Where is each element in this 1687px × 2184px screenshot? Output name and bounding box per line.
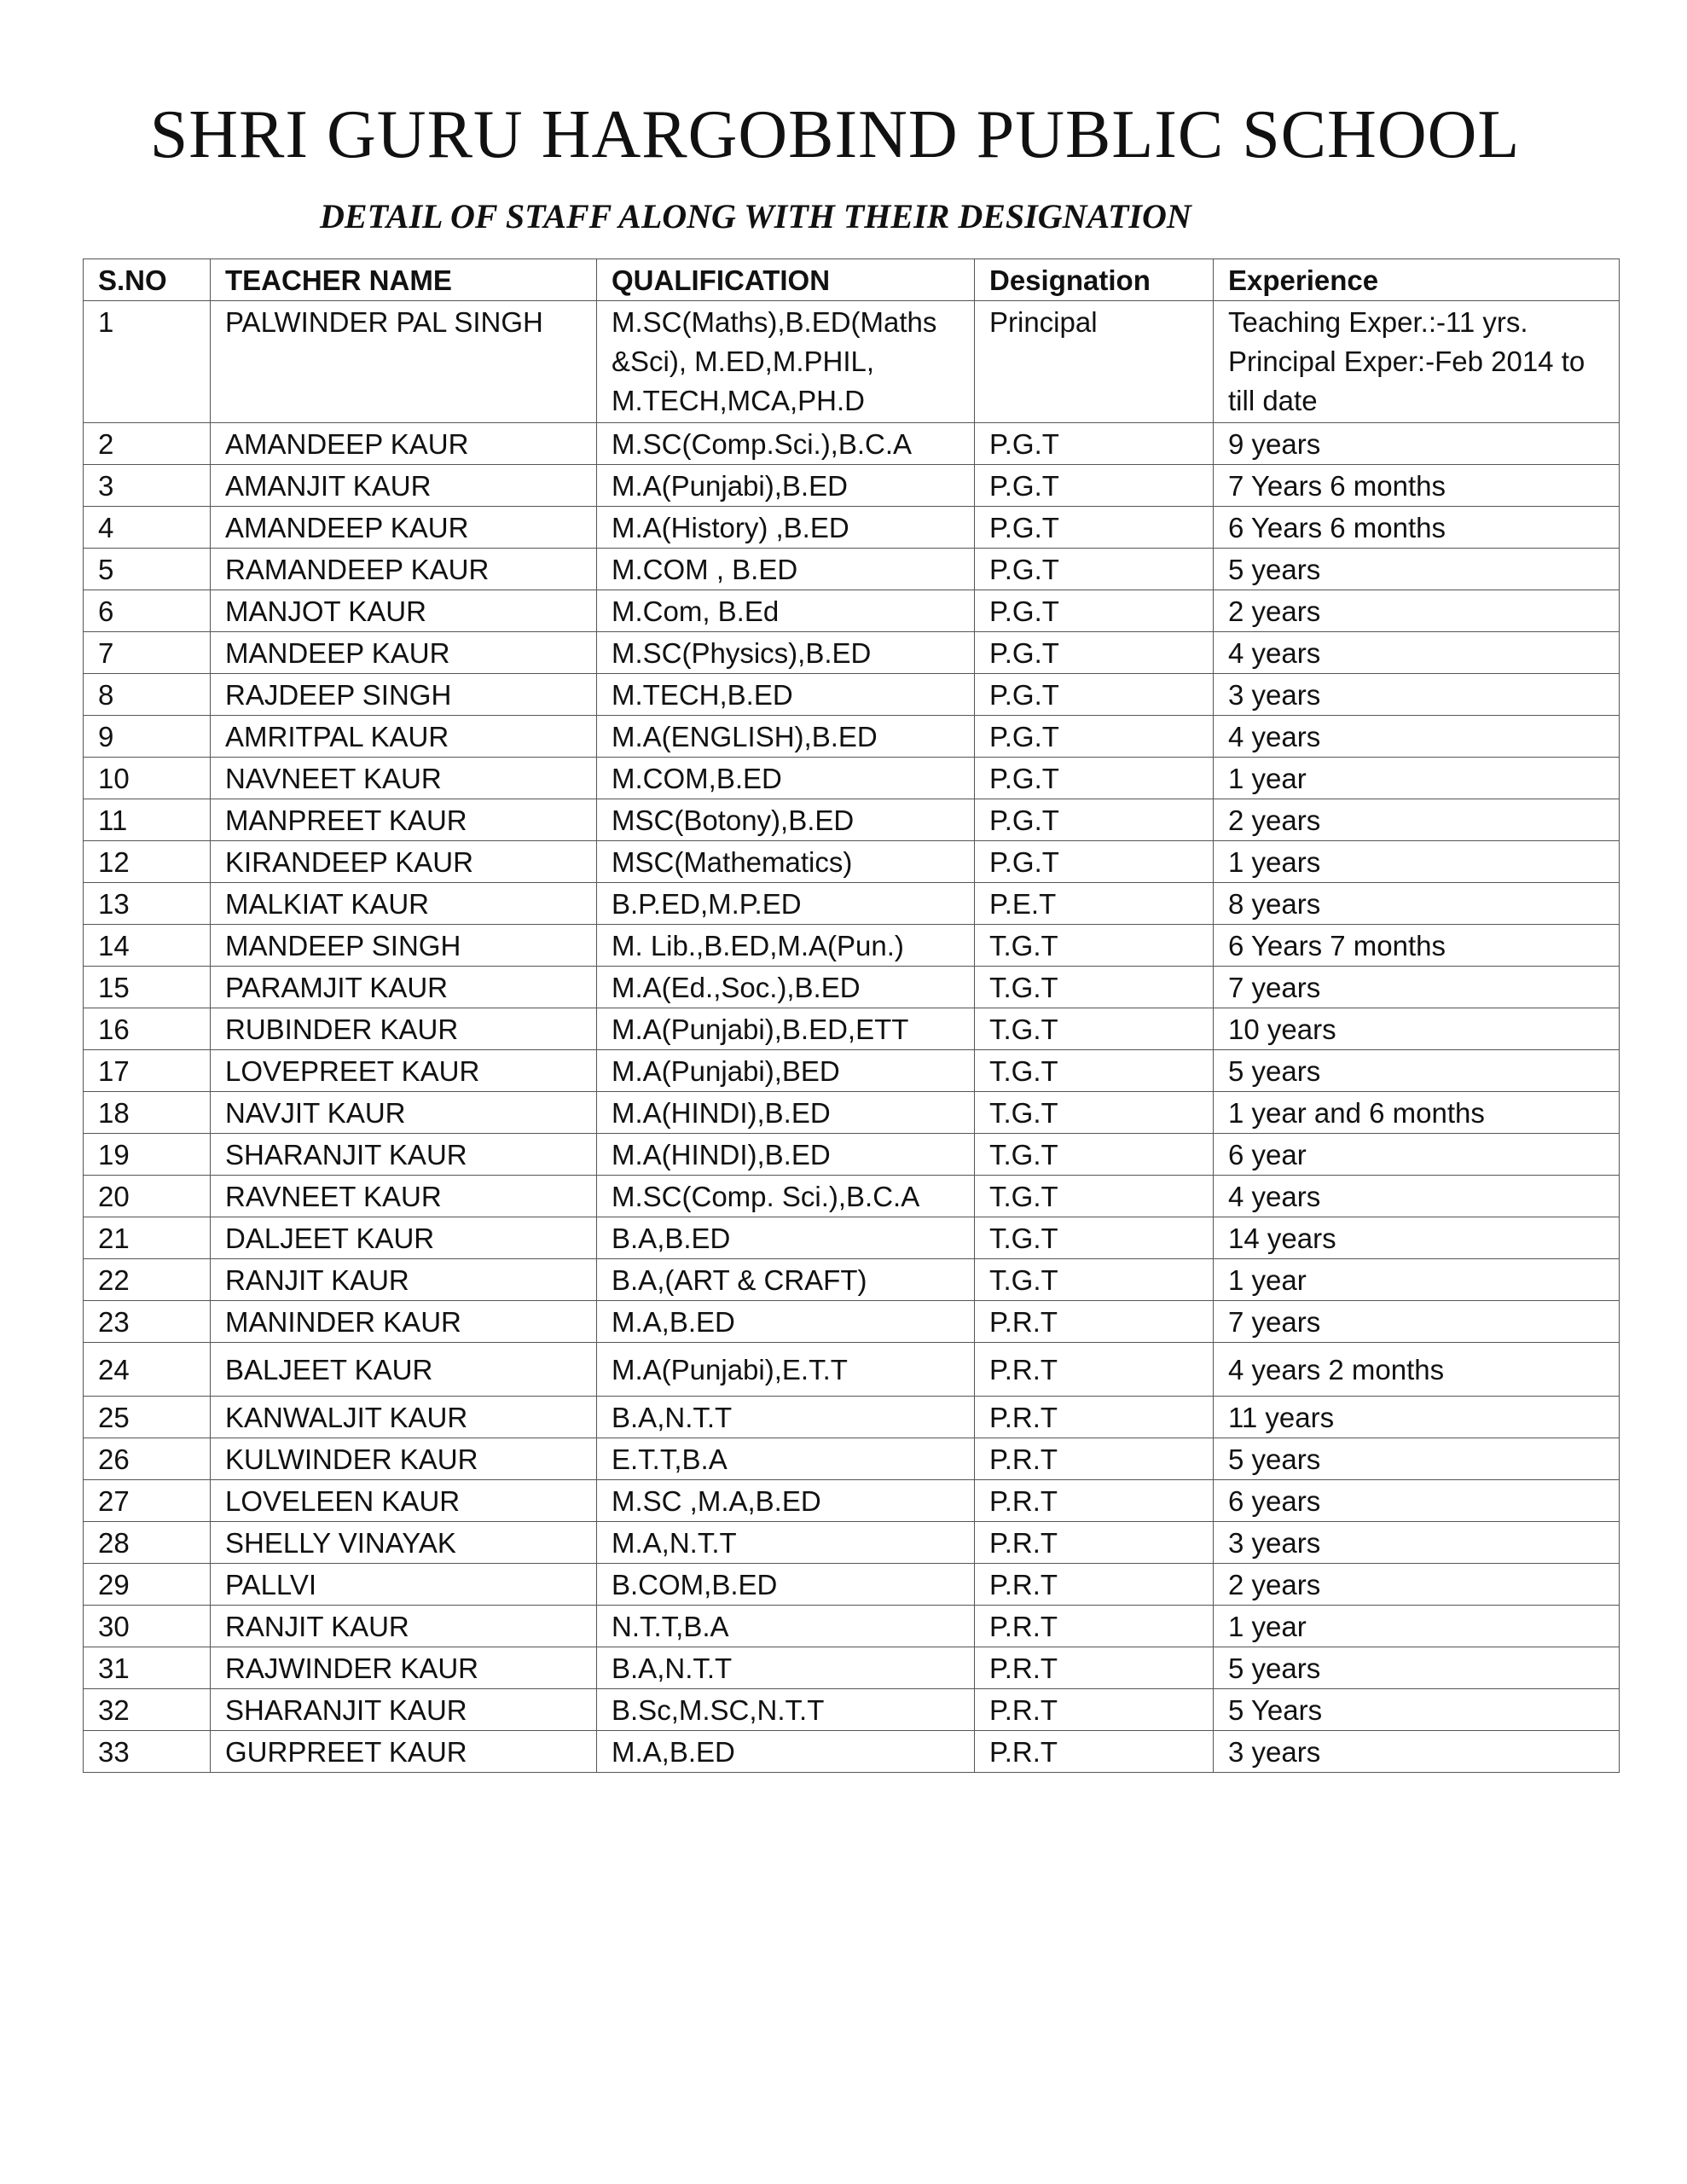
cell-sno: 31 xyxy=(84,1647,211,1689)
table-row xyxy=(84,967,1620,1008)
cell-experience: 2 years xyxy=(1214,799,1620,841)
cell-experience: 2 years xyxy=(1214,1564,1620,1606)
cell-experience: Teaching Exper.:-11 yrs. Principal Exper:-Feb 2014 to till date xyxy=(1214,301,1620,423)
cell-sno: 18 xyxy=(84,1092,211,1134)
cell-designation: Principal xyxy=(975,301,1214,423)
table-row xyxy=(84,1606,1620,1647)
cell-designation: P.G.T xyxy=(975,758,1214,799)
cell-teacher-name: AMRITPAL KAUR xyxy=(211,716,597,758)
cell-teacher-name: LOVELEEN KAUR xyxy=(211,1480,597,1522)
cell-sno: 3 xyxy=(84,465,211,507)
cell-qualification: B.A,(ART & CRAFT) xyxy=(597,1259,975,1301)
cell-qualification: MSC(Mathematics) xyxy=(597,841,975,883)
cell-experience: 5 years xyxy=(1214,1647,1620,1689)
cell-teacher-name: MANINDER KAUR xyxy=(211,1301,597,1343)
cell-sno: 29 xyxy=(84,1564,211,1606)
table-row xyxy=(84,301,1620,423)
cell-teacher-name: MANDEEP KAUR xyxy=(211,632,597,674)
table-row xyxy=(84,549,1620,590)
cell-qualification: M.COM , B.ED xyxy=(597,549,975,590)
header-designation: Designation xyxy=(975,259,1214,301)
cell-designation: P.R.T xyxy=(975,1397,1214,1438)
cell-sno: 27 xyxy=(84,1480,211,1522)
cell-designation: T.G.T xyxy=(975,1259,1214,1301)
cell-qualification: M.A(HINDI),B.ED xyxy=(597,1092,975,1134)
table-row xyxy=(84,590,1620,632)
cell-sno: 2 xyxy=(84,423,211,465)
table-row xyxy=(84,1134,1620,1176)
table-row xyxy=(84,1008,1620,1050)
cell-sno: 13 xyxy=(84,883,211,925)
cell-teacher-name: LOVEPREET KAUR xyxy=(211,1050,597,1092)
cell-designation: P.G.T xyxy=(975,632,1214,674)
cell-designation: P.R.T xyxy=(975,1647,1214,1689)
table-row xyxy=(84,925,1620,967)
cell-qualification: M.A(HINDI),B.ED xyxy=(597,1134,975,1176)
table-row xyxy=(84,423,1620,465)
cell-qualification: B.Sc,M.SC,N.T.T xyxy=(597,1689,975,1731)
cell-designation: P.G.T xyxy=(975,590,1214,632)
cell-qualification: B.COM,B.ED xyxy=(597,1564,975,1606)
cell-experience: 4 years xyxy=(1214,716,1620,758)
cell-sno: 25 xyxy=(84,1397,211,1438)
cell-qualification: M.SC ,M.A,B.ED xyxy=(597,1480,975,1522)
table-row xyxy=(84,1259,1620,1301)
table-row xyxy=(84,674,1620,716)
cell-experience: 5 years xyxy=(1214,549,1620,590)
cell-designation: P.E.T xyxy=(975,883,1214,925)
cell-experience: 2 years xyxy=(1214,590,1620,632)
cell-teacher-name: MALKIAT KAUR xyxy=(211,883,597,925)
cell-teacher-name: RAMANDEEP KAUR xyxy=(211,549,597,590)
cell-qualification: MSC(Botony),B.ED xyxy=(597,799,975,841)
cell-qualification: M.A(ENGLISH),B.ED xyxy=(597,716,975,758)
cell-experience: 5 years xyxy=(1214,1438,1620,1480)
cell-sno: 8 xyxy=(84,674,211,716)
cell-teacher-name: NAVJIT KAUR xyxy=(211,1092,597,1134)
cell-sno: 10 xyxy=(84,758,211,799)
cell-experience: 3 years xyxy=(1214,1731,1620,1773)
cell-teacher-name: DALJEET KAUR xyxy=(211,1217,597,1259)
cell-teacher-name: AMANDEEP KAUR xyxy=(211,423,597,465)
cell-qualification: M.A,B.ED xyxy=(597,1731,975,1773)
cell-sno: 4 xyxy=(84,507,211,549)
table-row xyxy=(84,1217,1620,1259)
table-row xyxy=(84,1647,1620,1689)
cell-teacher-name: KIRANDEEP KAUR xyxy=(211,841,597,883)
cell-teacher-name: AMANDEEP KAUR xyxy=(211,507,597,549)
cell-teacher-name: RAVNEET KAUR xyxy=(211,1176,597,1217)
cell-qualification: M.A(Ed.,Soc.),B.ED xyxy=(597,967,975,1008)
cell-designation: P.R.T xyxy=(975,1301,1214,1343)
cell-experience: 4 years xyxy=(1214,632,1620,674)
cell-designation: P.G.T xyxy=(975,507,1214,549)
cell-experience: 3 years xyxy=(1214,1522,1620,1564)
table-row xyxy=(84,1564,1620,1606)
cell-teacher-name: MANPREET KAUR xyxy=(211,799,597,841)
cell-designation: P.R.T xyxy=(975,1522,1214,1564)
cell-qualification: B.A,N.T.T xyxy=(597,1397,975,1438)
page-title: SHRI GURU HARGOBIND PUBLIC SCHOOL xyxy=(149,97,1521,172)
cell-experience: 10 years xyxy=(1214,1008,1620,1050)
cell-sno: 24 xyxy=(84,1343,211,1397)
table-row xyxy=(84,1731,1620,1773)
cell-designation: P.R.T xyxy=(975,1343,1214,1397)
cell-designation: P.R.T xyxy=(975,1731,1214,1773)
cell-qualification: M.A,N.T.T xyxy=(597,1522,975,1564)
cell-designation: T.G.T xyxy=(975,1217,1214,1259)
cell-qualification: B.P.ED,M.P.ED xyxy=(597,883,975,925)
cell-designation: P.R.T xyxy=(975,1438,1214,1480)
cell-qualification: M.COM,B.ED xyxy=(597,758,975,799)
cell-sno: 6 xyxy=(84,590,211,632)
cell-teacher-name: KANWALJIT KAUR xyxy=(211,1397,597,1438)
cell-teacher-name: RAJDEEP SINGH xyxy=(211,674,597,716)
table-row xyxy=(84,465,1620,507)
cell-qualification: N.T.T,B.A xyxy=(597,1606,975,1647)
cell-sno: 17 xyxy=(84,1050,211,1092)
header-teacher-name: TEACHER NAME xyxy=(211,259,597,301)
cell-designation: P.G.T xyxy=(975,841,1214,883)
cell-teacher-name: PALWINDER PAL SINGH xyxy=(211,301,597,423)
cell-experience: 11 years xyxy=(1214,1397,1620,1438)
cell-teacher-name: PARAMJIT KAUR xyxy=(211,967,597,1008)
table-row xyxy=(84,1689,1620,1731)
cell-designation: P.G.T xyxy=(975,465,1214,507)
cell-designation: P.R.T xyxy=(975,1689,1214,1731)
cell-experience: 7 years xyxy=(1214,1301,1620,1343)
cell-qualification: B.A,B.ED xyxy=(597,1217,975,1259)
cell-sno: 9 xyxy=(84,716,211,758)
cell-designation: P.R.T xyxy=(975,1564,1214,1606)
cell-teacher-name: KULWINDER KAUR xyxy=(211,1438,597,1480)
cell-sno: 23 xyxy=(84,1301,211,1343)
cell-experience: 7 years xyxy=(1214,967,1620,1008)
cell-qualification: M.A(History) ,B.ED xyxy=(597,507,975,549)
cell-experience: 9 years xyxy=(1214,423,1620,465)
cell-sno: 19 xyxy=(84,1134,211,1176)
cell-teacher-name: RANJIT KAUR xyxy=(211,1606,597,1647)
cell-designation: T.G.T xyxy=(975,1008,1214,1050)
cell-sno: 28 xyxy=(84,1522,211,1564)
table-row xyxy=(84,883,1620,925)
table-row xyxy=(84,507,1620,549)
table-row xyxy=(84,799,1620,841)
cell-designation: P.R.T xyxy=(975,1480,1214,1522)
cell-designation: T.G.T xyxy=(975,1134,1214,1176)
cell-experience: 4 years xyxy=(1214,1176,1620,1217)
cell-qualification: M.SC(Comp.Sci.),B.C.A xyxy=(597,423,975,465)
cell-designation: P.G.T xyxy=(975,674,1214,716)
cell-sno: 1 xyxy=(84,301,211,423)
page-subtitle: DETAIL OF STAFF ALONG WITH THEIR DESIGNATION xyxy=(320,197,1191,235)
cell-teacher-name: RUBINDER KAUR xyxy=(211,1008,597,1050)
cell-sno: 5 xyxy=(84,549,211,590)
table-row xyxy=(84,1480,1620,1522)
cell-teacher-name: NAVNEET KAUR xyxy=(211,758,597,799)
cell-sno: 32 xyxy=(84,1689,211,1731)
cell-designation: T.G.T xyxy=(975,967,1214,1008)
cell-teacher-name: SHELLY VINAYAK xyxy=(211,1522,597,1564)
cell-sno: 7 xyxy=(84,632,211,674)
cell-qualification: M.TECH,B.ED xyxy=(597,674,975,716)
cell-qualification: M.A,B.ED xyxy=(597,1301,975,1343)
cell-qualification: M.A(Punjabi),B.ED xyxy=(597,465,975,507)
cell-sno: 20 xyxy=(84,1176,211,1217)
cell-experience: 5 Years xyxy=(1214,1689,1620,1731)
cell-experience: 1 year xyxy=(1214,1606,1620,1647)
cell-sno: 22 xyxy=(84,1259,211,1301)
header-qualification: QUALIFICATION xyxy=(597,259,975,301)
table-row xyxy=(84,841,1620,883)
cell-designation: P.R.T xyxy=(975,1606,1214,1647)
cell-experience: 14 years xyxy=(1214,1217,1620,1259)
table-header xyxy=(84,259,1620,301)
cell-designation: P.G.T xyxy=(975,799,1214,841)
table-row xyxy=(84,716,1620,758)
table-row xyxy=(84,1522,1620,1564)
cell-experience: 1 years xyxy=(1214,841,1620,883)
table-row xyxy=(84,1301,1620,1343)
cell-experience: 4 years 2 months xyxy=(1214,1343,1620,1397)
cell-designation: P.G.T xyxy=(975,423,1214,465)
cell-teacher-name: RAJWINDER KAUR xyxy=(211,1647,597,1689)
cell-teacher-name: PALLVI xyxy=(211,1564,597,1606)
cell-teacher-name: SHARANJIT KAUR xyxy=(211,1134,597,1176)
cell-experience: 6 years xyxy=(1214,1480,1620,1522)
cell-sno: 12 xyxy=(84,841,211,883)
table-row xyxy=(84,1343,1620,1397)
cell-designation: P.G.T xyxy=(975,549,1214,590)
cell-experience: 5 years xyxy=(1214,1050,1620,1092)
cell-qualification: M.Com, B.Ed xyxy=(597,590,975,632)
cell-sno: 16 xyxy=(84,1008,211,1050)
cell-experience: 1 year xyxy=(1214,1259,1620,1301)
cell-teacher-name: AMANJIT KAUR xyxy=(211,465,597,507)
cell-designation: P.G.T xyxy=(975,716,1214,758)
cell-experience: 3 years xyxy=(1214,674,1620,716)
header-row xyxy=(84,259,1620,301)
table-row xyxy=(84,758,1620,799)
cell-designation: T.G.T xyxy=(975,1092,1214,1134)
cell-teacher-name: BALJEET KAUR xyxy=(211,1343,597,1397)
cell-qualification: M.A(Punjabi),BED xyxy=(597,1050,975,1092)
cell-qualification: M.SC(Physics),B.ED xyxy=(597,632,975,674)
cell-experience: 1 year xyxy=(1214,758,1620,799)
cell-designation: T.G.T xyxy=(975,1176,1214,1217)
cell-experience: 8 years xyxy=(1214,883,1620,925)
cell-sno: 30 xyxy=(84,1606,211,1647)
cell-teacher-name: GURPREET KAUR xyxy=(211,1731,597,1773)
cell-qualification: E.T.T,B.A xyxy=(597,1438,975,1480)
cell-designation: T.G.T xyxy=(975,925,1214,967)
header-sno: S.NO xyxy=(84,259,211,301)
cell-sno: 11 xyxy=(84,799,211,841)
table-row xyxy=(84,1050,1620,1092)
cell-experience: 6 Years 7 months xyxy=(1214,925,1620,967)
header-experience: Experience xyxy=(1214,259,1620,301)
cell-experience: 6 Years 6 months xyxy=(1214,507,1620,549)
table-row xyxy=(84,632,1620,674)
cell-sno: 15 xyxy=(84,967,211,1008)
cell-qualification: M.A(Punjabi),B.ED,ETT xyxy=(597,1008,975,1050)
cell-qualification: B.A,N.T.T xyxy=(597,1647,975,1689)
table-row xyxy=(84,1092,1620,1134)
cell-sno: 26 xyxy=(84,1438,211,1480)
table-row xyxy=(84,1397,1620,1438)
cell-sno: 14 xyxy=(84,925,211,967)
cell-teacher-name: MANJOT KAUR xyxy=(211,590,597,632)
cell-teacher-name: SHARANJIT KAUR xyxy=(211,1689,597,1731)
cell-qualification: M. Lib.,B.ED,M.A(Pun.) xyxy=(597,925,975,967)
cell-qualification: M.SC(Comp. Sci.),B.C.A xyxy=(597,1176,975,1217)
cell-teacher-name: RANJIT KAUR xyxy=(211,1259,597,1301)
cell-qualification: M.A(Punjabi),E.T.T xyxy=(597,1343,975,1397)
table-row xyxy=(84,1438,1620,1480)
cell-experience: 1 year and 6 months xyxy=(1214,1092,1620,1134)
cell-experience: 7 Years 6 months xyxy=(1214,465,1620,507)
cell-qualification: M.SC(Maths),B.ED(Maths &Sci), M.ED,M.PHIL, M.TECH,MCA,PH.D xyxy=(597,301,975,423)
cell-sno: 33 xyxy=(84,1731,211,1773)
cell-experience: 6 year xyxy=(1214,1134,1620,1176)
cell-designation: T.G.T xyxy=(975,1050,1214,1092)
cell-teacher-name: MANDEEP SINGH xyxy=(211,925,597,967)
table-body xyxy=(84,301,1620,1773)
staff-table xyxy=(83,258,1620,1773)
cell-sno: 21 xyxy=(84,1217,211,1259)
table-row xyxy=(84,1176,1620,1217)
